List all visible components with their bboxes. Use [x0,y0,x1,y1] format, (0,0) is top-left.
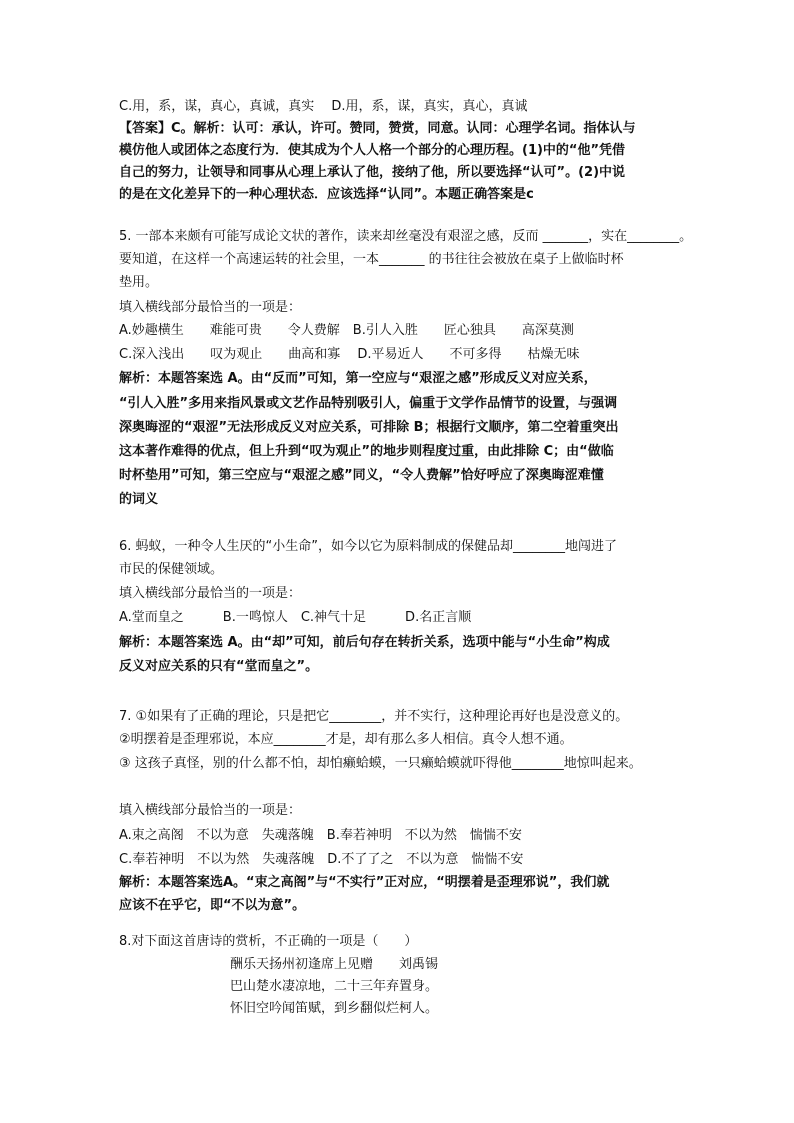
q7-analysis-line: 应该不在乎它，即“不以为意”。 [119,898,306,913]
q5-analysis-line: “引人入胜”多用来指风景或文艺作品特别吸引人，偏重于文学作品情节的设置，与强调 [119,396,618,411]
q6-analysis-line: 解析：本题答案选 A。由“却”可知，前后句存在转折关系，选项中能与“小生命”构成 [119,635,610,650]
q8-poem-line: 巴山楚水凄凉地，二十三年弃置身。 [230,979,439,994]
q5-analysis-line: 深奥晦涩的“艰涩”无法形成反义对应关系，可排除 B；根据行文顺序，第二空着重突出 [119,420,619,435]
q5-prompt: 填入横线部分最恰当的一项是： [119,300,302,315]
q6-stem-line: 市民的保健领域。 [119,562,224,577]
q7-analysis-line: 解析：本题答案选A。“束之高阁”与“不实行”正对应，“明摆着是歪理邪说”，我们就 [119,875,610,890]
q5-stem-line: 5. 一部本来颇有可能写成论文状的著作，读来却丝毫没有艰涩之感，反而 _______，实在________。 [119,229,693,244]
q5-analysis-line: 时杯垫用”可知，第三空应与“艰涩之感”同义，“令人费解”恰好呼应了深奥晦涩难懂 [119,468,604,483]
q5-analysis-line: 这本著作难得的优点，但上升到“叹为观止”的地步则程度过重，由此排除 C；由“做临 [119,444,614,459]
q7-stem-line: ③ 这孩子真怪，别的什么都不怕，却怕癞蛤蟆，一只癞蛤蟆就吓得他________地惊叫起来。 [119,756,642,771]
q5-stem-line: 要知道，在这样一个高速运转的社会里，一本_______ 的书往往会被放在桌子上做临时杯 [119,252,624,267]
q4-answer-line: 的是在文化差异下的一种心理状态．应该选择“认同”。本题正确答案是c [119,187,534,202]
q6-analysis-line: 反义对应关系的只有“堂而皇之”。 [119,659,319,674]
q5-option-line: C.深入浅出 叹为观止 曲高和寡 D.平易近人 不可多得 枯燥无味 [119,347,580,362]
q6-stem-line: 6. 蚂蚁，一种令人生厌的“小生命”，如今以它为原料制成的保健品却________地闯进了 [119,539,618,554]
q4-answer-line: 自己的努力，让领导和同事从心理上承认了他，接纳了他，所以要选择“认可”。(2)中说 [119,165,626,180]
q5-analysis-line: 解析：本题答案选 A。由“反而”可知，第一空应与“艰涩之感”形成反义对应关系， [119,371,597,386]
q8-stem: 8.对下面这首唐诗的赏析，不正确的一项是（ ） [119,934,418,949]
q5-stem-line: 垫用。 [119,275,159,290]
q4-answer-line: 模仿他人或团体之态度行为．使其成为个人人格一个部分的心理历程。(1)中的“他”凭借 [119,143,626,158]
q4-answer-line: 【答案】C。解析：认可：承认，许可。赞同，赞赏，同意。认同：心理学名词。指体认与 [119,121,636,136]
q8-poem-line: 怀旧空吟闻笛赋，到乡翻似烂柯人。 [230,1001,439,1016]
q5-analysis-line: 的词义 [119,492,159,507]
q8-poem-title: 酬乐天扬州初逢席上见赠 刘禹锡 [230,957,439,972]
q5-option-line: A.妙趣横生 难能可贵 令人费解 B.引人入胜 匠心独具 高深莫测 [119,323,574,338]
q6-prompt: 填入横线部分最恰当的一项是： [119,586,302,601]
q7-option-line: A.束之高阁 不以为意 失魂落魄 B.奉若神明 不以为然 惴惴不安 [119,828,522,843]
q4-options-cd: C.用，系，谋，真心，真诚，真实 D.用，系，谋，真实，真心，真诚 [119,99,528,114]
q6-options: A.堂而皇之 B.一鸣惊人 C.神气十足 D.名正言顺 [119,610,472,625]
q7-stem-line: ②明摆着是歪理邪说，本应________才是，却有那么多人相信。真令人想不通。 [119,732,573,747]
q7-stem-line: 7. ①如果有了正确的理论，只是把它________，并不实行，这种理论再好也是没意义的。 [119,709,629,724]
q7-prompt: 填入横线部分最恰当的一项是： [119,803,302,818]
q7-option-line: C.奉若神明 不以为然 失魂落魄 D.不了了之 不以为意 惴惴不安 [119,852,524,867]
